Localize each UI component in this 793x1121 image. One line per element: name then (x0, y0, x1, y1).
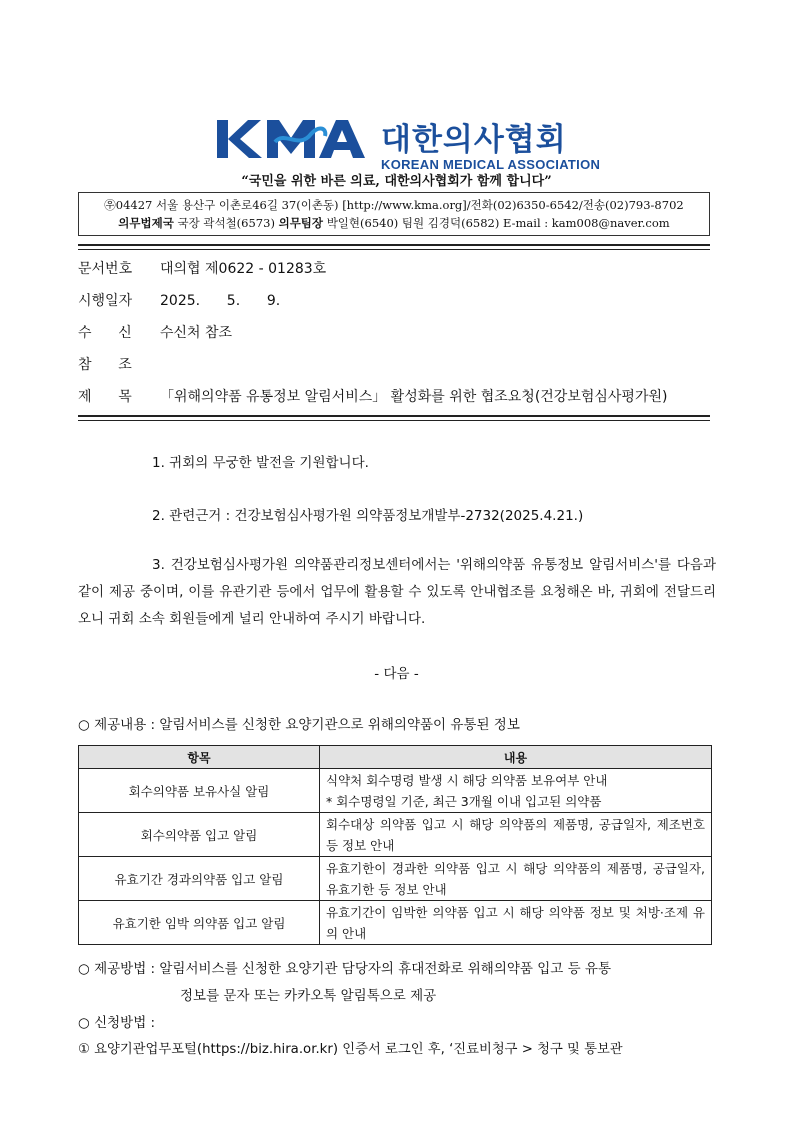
table-cell-content: 유효기간이 임박한 의약품 입고 시 해당 의약품 정보 및 처방·조제 유의 안내 (320, 901, 712, 945)
table-cell-item: 회수의약품 보유사실 알림 (79, 769, 320, 813)
paragraph-3: 3. 건강보험심사평가원 의약품관리정보센터에서는 '위해의약품 유통정보 알림서비스'를 다음과 같이 제공 중이며, 이를 유관기관 등에서 업무에 활용할 수 있도록 안내협조를 요청해온 바, 귀회에 전달드리오니 귀회 소속 회원들에게 널리 안내하여 주시기 바랍니다. (78, 557, 717, 627)
apply-heading: ○ 신청방법 : (78, 1015, 156, 1031)
org-name-en: KOREAN MEDICAL ASSOCIATION (381, 157, 601, 172)
apply-step-1: ① 요양기관업무포털(https://biz.hira.or.kr) 인증서 로그인 후, ‘진료비청구 > 청구 및 통보관 (78, 1042, 623, 1057)
paragraph-2: 2. 관련근거 : 건강보험심사평가원 의약품정보개발부-2732(2025.4.21.) (152, 508, 584, 524)
subject-label: 제 목 (78, 389, 132, 405)
org-name-kr: 대한의사협회 (381, 122, 567, 158)
staff-line (79, 214, 709, 232)
header-divider (78, 244, 710, 250)
content-note: * 회수명령일 기준, 최근 3개월 이내 입고된 의약품 (326, 793, 602, 809)
date-value: 2025. 5. 9. (160, 293, 281, 309)
dept1-staff: 국장 곽석철(6573) (177, 216, 275, 230)
table-cell-item: 유효기간 경과의약품 입고 알림 (79, 857, 320, 901)
paragraph-1: 1. 귀회의 무궁한 발전을 기원합니다. (152, 455, 369, 471)
reference-row (78, 354, 160, 376)
table-cell-content (320, 769, 712, 813)
table-cell-content: 회수대상 의약품 입고 시 해당 의약품의 제품명, 공급일자, 제조번호 등 정보 안내 (320, 813, 712, 857)
method-text-2: 정보를 문자 또는 카카오톡 알림톡으로 제공 (180, 988, 437, 1004)
date-label: 시행일자 (78, 293, 133, 309)
table-cell-content: 유효기한이 경과한 의약품 입고 시 해당 의약품의 제품명, 공급일자, 유효기한 등 정보 안내 (320, 857, 712, 901)
table-header-item: 항목 (79, 746, 320, 769)
reference-label: 참 조 (78, 357, 132, 373)
method-text-1: 알림서비스를 신청한 요양기관 담당자의 휴대전화로 위해의약품 입고 등 유통 (159, 961, 612, 977)
address-line: ㉾04427 서울 용산구 이촌로46길 37(이촌동) [http://www.kma.org]/전화(02)6350-6542/전송(02)793-8702 (104, 198, 684, 212)
table-header-row (79, 746, 712, 769)
dept2-label: 의무팀장 (278, 216, 324, 230)
date-row (78, 290, 280, 312)
table-row (79, 769, 712, 813)
table-row (79, 813, 712, 857)
doc-number-label: 문서번호 (78, 261, 133, 277)
subject-value: 「위해의약품 유통정보 알림서비스」 활성화를 위한 협조요청(건강보험심사평가원) (160, 389, 668, 405)
kma-logo (215, 116, 375, 166)
doc-number: 대의협 제0622 - 01283호 (160, 261, 327, 277)
contact-box (78, 192, 710, 236)
table-row (79, 857, 712, 901)
doc-number-row (78, 258, 326, 280)
kma-logo-mark (215, 116, 375, 162)
table-cell-item: 회수의약품 입고 알림 (79, 813, 320, 857)
dept2-staff: 박일현(6540) 팀원 김경덕(6582) E-mail : kam008@naver.com (326, 216, 670, 230)
service-table (78, 745, 712, 945)
recipient-row (78, 322, 232, 344)
meta-divider (78, 415, 710, 421)
method-label: ○ 제공방법 : (78, 961, 160, 977)
content-text: 식약처 회수명령 발생 시 해당 의약품 보유여부 안내 (326, 772, 608, 788)
subject-row (78, 386, 667, 408)
org-name-block (381, 114, 600, 172)
recipient-value: 수신처 참조 (160, 325, 233, 341)
slogan: “국민을 위한 바른 의료, 대한의사협회가 함께 합니다” (241, 174, 552, 189)
method-line-1 (78, 956, 716, 983)
next-heading: - 다음 - (374, 666, 419, 682)
table-header-content: 내용 (320, 746, 712, 769)
table-row (79, 901, 712, 945)
content-heading: ○ 제공내용 : 알림서비스를 신청한 요양기관으로 위해의약품이 유통된 정보 (78, 717, 520, 733)
method-block (78, 956, 716, 1010)
dept1-label: 의무법제국 (118, 216, 174, 230)
table-cell-item: 유효기한 임박 의약품 입고 알림 (79, 901, 320, 945)
recipient-label: 수 신 (78, 325, 132, 341)
